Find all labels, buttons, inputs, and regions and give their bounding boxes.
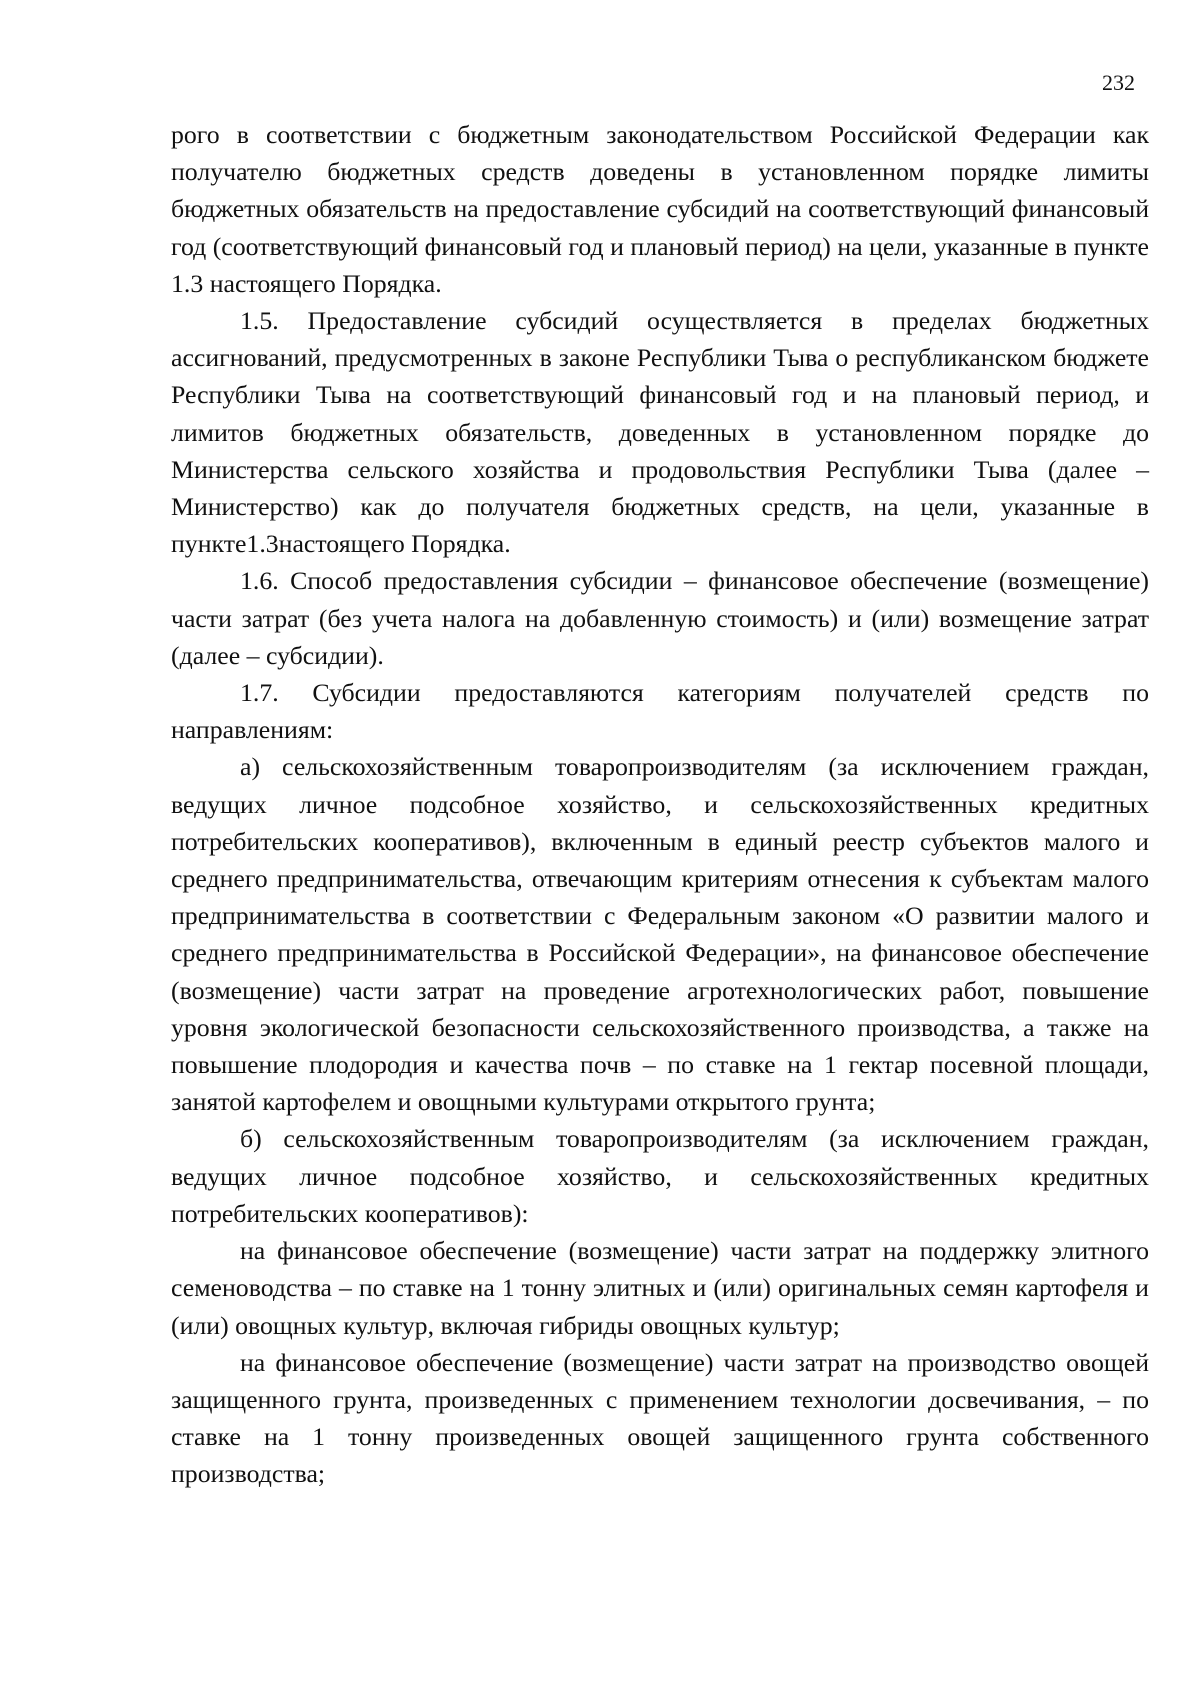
paragraph-1-5: 1.5. Предоставление субсидий осуществляется в пределах бюджетных ассигнований, предусмотренных в законе Республики Тыва о республиканском бюджете Республики Тыва на соответствующий финансовый год и на плановый период, и лимитов бюджетных обязательств, доведенных в установленном порядке до Министерства сельского хозяйства и продовольствия Республики Тыва (далее – Министерство) как до получателя бюджетных средств, на цели, указанные в пункте1.3настоящего Порядка. [171, 306, 1149, 559]
paragraph-1-6: 1.6. Способ предоставления субсидии – финансовое обеспечение (возмещение) части затрат (без учета налога на добавленную стоимость) и (или) возмещение затрат (далее – субсидии). [171, 566, 1149, 670]
paragraph-item-b-seed: на финансовое обеспечение (возмещение) части затрат на поддержку элитного семеноводства – по ставке на 1 тонну элитных и (или) оригинальных семян картофеля и (или) овощных культур, включая гибриды овощных культур; [171, 1236, 1149, 1340]
paragraph-item-b: б) сельскохозяйственным товаропроизводителям (за исключением граждан, ведущих личное подсобное хозяйство, и сельскохозяйственных кредитных потребительских кооперативов): [171, 1124, 1149, 1228]
paragraph-1-7: 1.7. Субсидии предоставляются категориям получателей средств по направлениям: [171, 678, 1149, 745]
document-body [171, 116, 1149, 1493]
paragraph-item-a: а) сельскохозяйственным товаропроизводителям (за исключением граждан, ведущих личное подсобное хозяйство, и сельскохозяйственных кредитных потребительских кооперативов), включенным в единый реестр субъектов малого и среднего предпринимательства, отвечающим критериям отнесения к субъектам малого предпринимательства в соответствии с Федеральным законом «О развитии малого и среднего предпринимательства в Российской Федерации», на финансовое обеспечение (возмещение) части затрат на проведение агротехнологических работ, повышение уровня экологической безопасности сельскохозяйственного производства, а также на повышение плодородия и качества почв – по ставке на 1 гектар посевной площади, занятой картофелем и овощными культурами открытого грунта; [171, 752, 1149, 1117]
paragraph-item-b-greenhouse: на финансовое обеспечение (возмещение) части затрат на производство овощей защищенного грунта, произведенных с применением технологии досвечивания, – по ставке на 1 тонну произведенных овощей защищенного грунта собственного производства; [171, 1347, 1149, 1489]
page-number: 232 [1102, 70, 1135, 95]
paragraph-continuation: рого в соответствии с бюджетным законодательством Российской Федерации как получателю бюджетных средств доведены в установленном порядке лимиты бюджетных обязательств на предоставление субсидий на соответствующий финансовый год (соответствующий финансовый год и плановый период) на цели, указанные в пункте 1.3 настоящего Порядка. [171, 120, 1149, 298]
